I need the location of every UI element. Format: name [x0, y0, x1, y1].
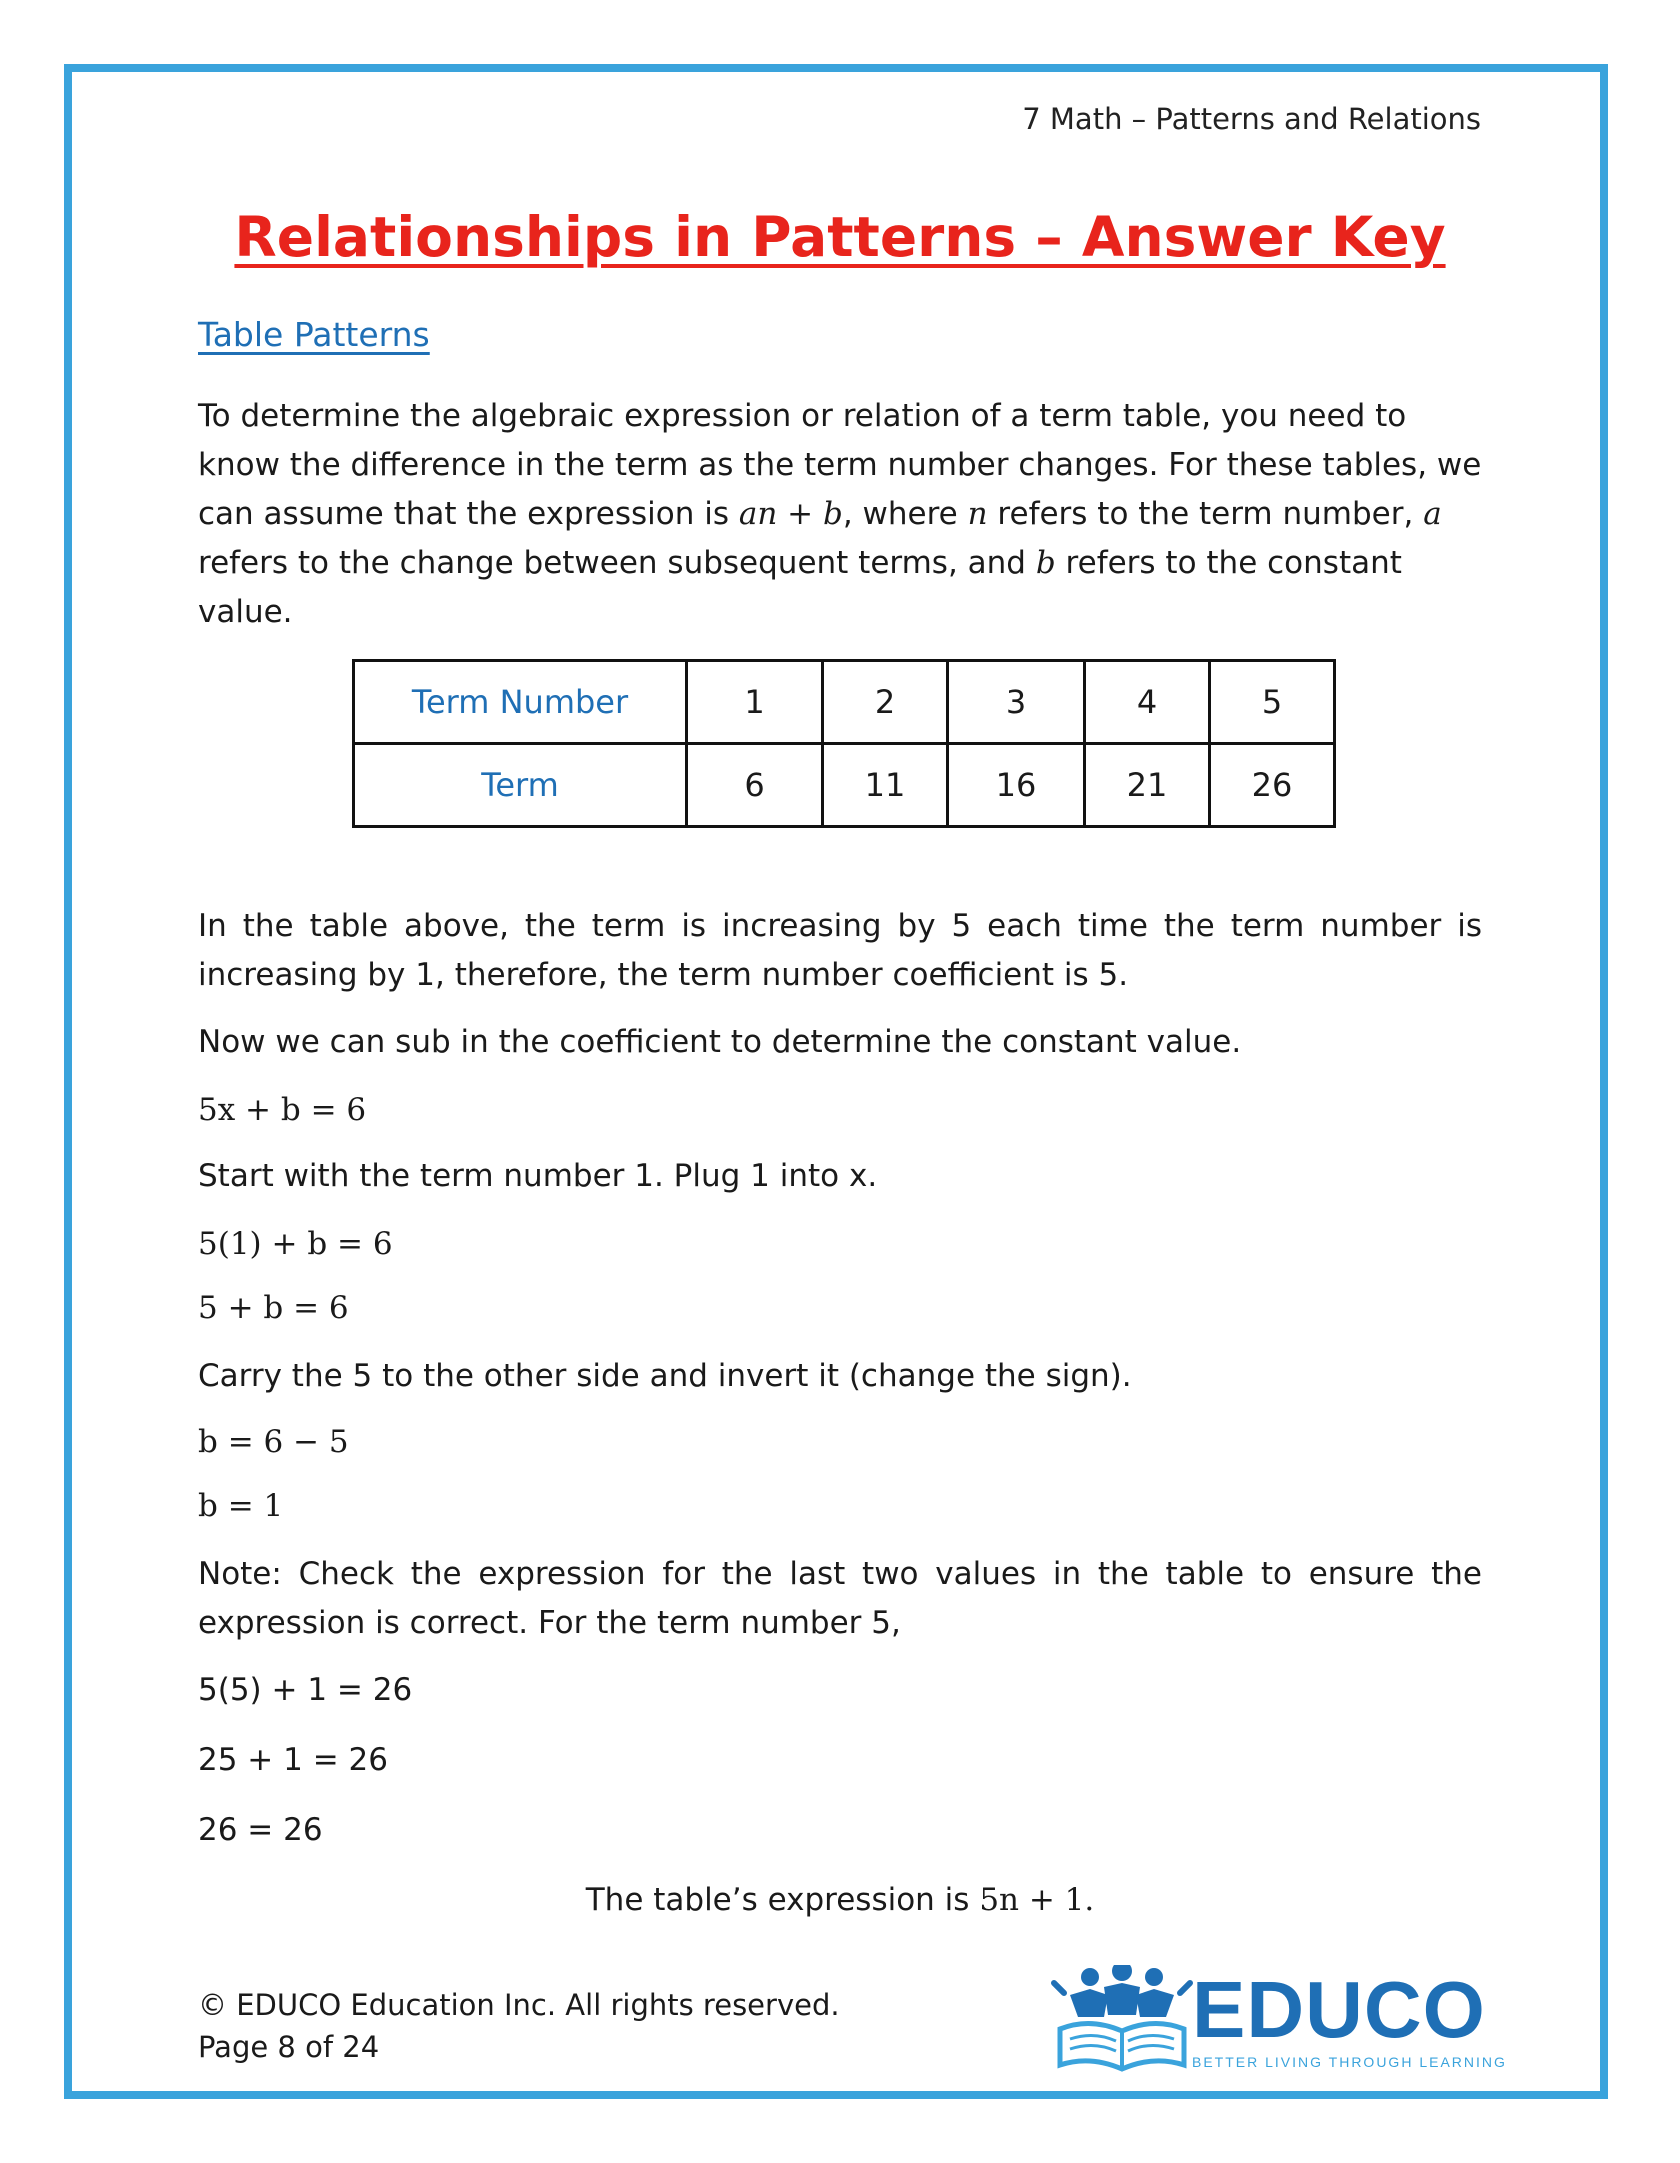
intro-paragraph: To determine the algebraic expression or relation of a term table, you need to know the difference in the term as the term number changes. For these tables, we can assume that the expression is an + b, where n refers to the term number, a refers to the change between subsequent terms, and b refers to the constant value. [198, 398, 1482, 630]
section-heading: Table Patterns [198, 315, 430, 354]
logo-tagline: BETTER LIVING THROUGH LEARNING [1192, 2054, 1507, 2070]
note-paragraph: Note: Check the expression for the last two values in the table to ensure the expression is correct. For the term number 5, [198, 1556, 1482, 1641]
check-line: 5(5) + 1 = 26 [198, 1672, 413, 1708]
check-line: 25 + 1 = 26 [198, 1742, 388, 1778]
table-cell: 3 [948, 661, 1085, 744]
conclusion: The table’s expression is 5n + 1. [585, 1882, 1095, 1918]
page-number: Page 8 of 24 [198, 2030, 380, 2064]
explanation-line: Carry the 5 to the other side and invert it (change the sign). [198, 1358, 1132, 1394]
table-cell: 4 [1085, 661, 1210, 744]
logo-wordmark: EDUCO [1192, 1965, 1486, 2054]
table-cell: 2 [823, 661, 948, 744]
equation: 5(1) + b = 6 [198, 1226, 393, 1262]
equation: 5x + b = 6 [198, 1092, 367, 1128]
equation: b = 6 − 5 [198, 1424, 349, 1460]
explanation-line: Start with the term number 1. Plug 1 into x. [198, 1158, 878, 1194]
final-expression: 5n + 1. [979, 1882, 1095, 1918]
expression-an-plus-b: an + b [738, 496, 843, 532]
term-table [352, 659, 1336, 828]
table-cell: 6 [687, 744, 823, 827]
variable-b: b [1035, 545, 1056, 581]
variable-a: a [1423, 496, 1442, 532]
table-cell: 26 [1210, 744, 1335, 827]
page-title: Relationships in Patterns – Answer Key [234, 205, 1446, 269]
row-header: Term Number [354, 661, 687, 744]
page-border [64, 64, 1608, 2099]
explanation-paragraph: In the table above, the term is increasing by 5 each time the term number is increasing by 1, therefore, the term number coefficient is 5. [198, 908, 1482, 993]
table-cell: 16 [948, 744, 1085, 827]
table-cell: 5 [1210, 661, 1335, 744]
explanation-line: Now we can sub in the coefficient to determine the constant value. [198, 1024, 1242, 1060]
row-header: Term [354, 744, 687, 827]
check-line: 26 = 26 [198, 1812, 323, 1848]
table-row [354, 744, 1335, 827]
table-cell: 21 [1085, 744, 1210, 827]
table-cell: 1 [687, 661, 823, 744]
equation: b = 1 [198, 1488, 284, 1524]
table-cell: 11 [823, 744, 948, 827]
variable-n: n [967, 496, 988, 532]
table-row [354, 661, 1335, 744]
course-header: 7 Math – Patterns and Relations [1022, 102, 1481, 136]
copyright: © EDUCO Education Inc. All rights reserved. [198, 1988, 840, 2022]
equation: 5 + b = 6 [198, 1290, 349, 1326]
